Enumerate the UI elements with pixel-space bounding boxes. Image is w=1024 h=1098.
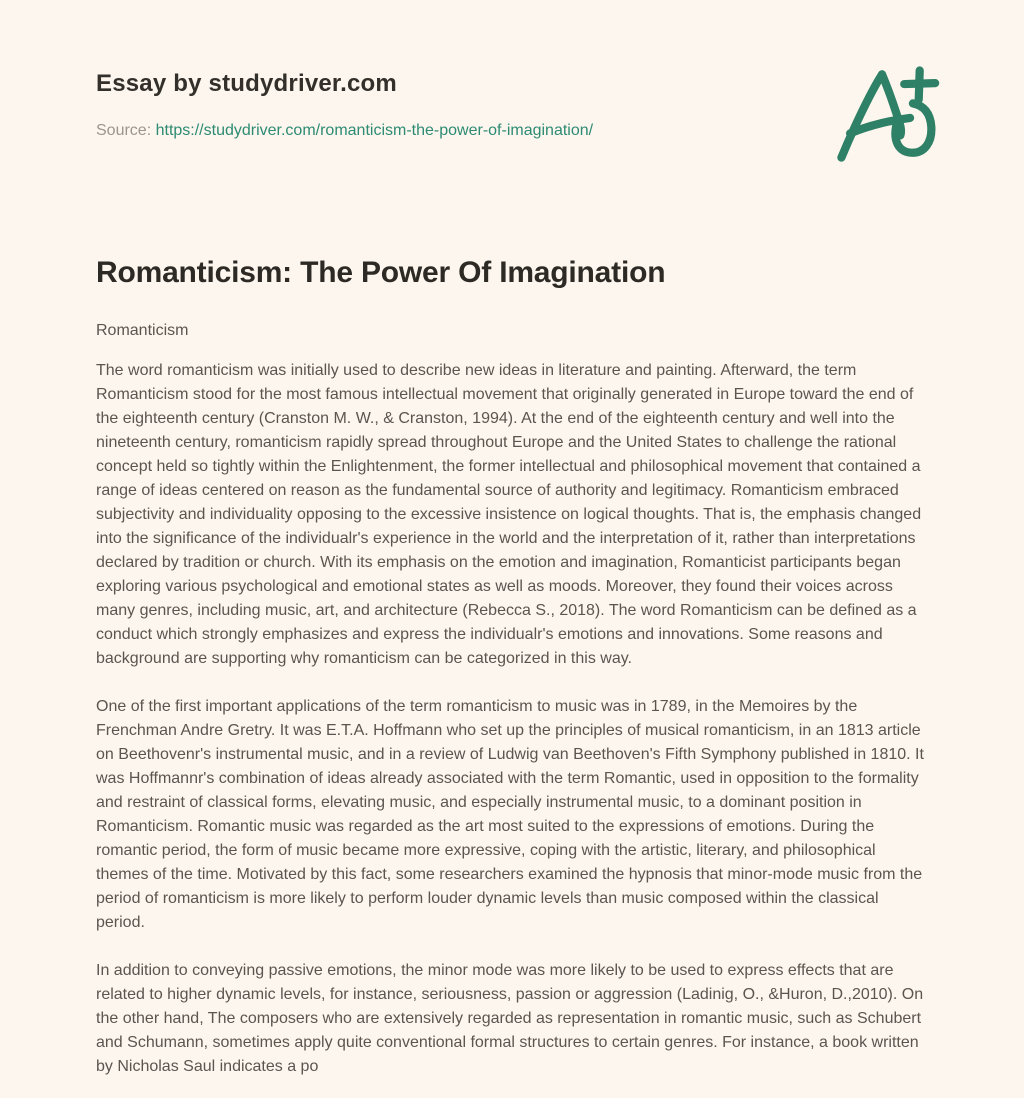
article-title: Romanticism: The Power Of Imagination — [96, 256, 666, 289]
essay-paragraph-1: The word romanticism was initially used to describe new ideas in literature and painting. Afterward, the term Romanticism stood for the most famous intellectual movement that originally generated in Europe toward the end of the eighteenth century (Cranston M. W., & Cranston, 1994). At the end of the eighteenth century and well into the nineteenth century, romanticism rapidly spread throughout Europe and the United States to challenge the rational concept held so tightly within the Enlightenment, the former intellectual and philosophical movement that contained a range of ideas centered on reason as the fundamental source of authority and legitimacy. Romanticism embraced subjectivity and individuality opposing to the excessive insistence on logical thoughts. That is, the emphasis changed into the significance of the individualr's experience in the world and the interpretation of it, rather than interpretations declared by tradition or church. With its emphasis on the emotion and imagination, Romanticist participants began exploring various psychological and emotional states as well as moods. Moreover, they found their voices across many genres, including music, art, and architecture (Rebecca S., 2018). The word Romanticism can be defined as a conduct which strongly emphasizes and express the individualr's emotions and innovations. Some reasons and background are supporting why romanticism can be categorized in this way. — [96, 362, 922, 667]
byline: Essay by studydriver.com — [96, 70, 397, 97]
article-subheading: Romanticism — [96, 322, 189, 339]
essay-paragraph-3: In addition to conveying passive emotions, the minor mode was more likely to be used to express effects that are related to higher dynamic levels, for instance, seriousness, passion or aggression (Ladinig, O., &Huron, D.,2010). On the other hand, The composers who are extensively regarded as representation in romantic music, such as Schubert and Schumann, sometimes apply quite conventional formal structures to certain genres. For instance, a book written by Nicholas Saul indicates a po — [96, 962, 924, 1075]
source-label: Source: — [96, 121, 152, 139]
source-link[interactable]: https://studydriver.com/romanticism-the-power-of-imagination/ — [155, 121, 594, 139]
studydriver-a-plus-logo-icon — [824, 62, 940, 173]
essay-article — [96, 255, 928, 1079]
page-header — [96, 70, 928, 173]
header-text-block — [96, 70, 593, 142]
source-line — [96, 120, 593, 142]
essay-paragraph-2: One of the first important applications of the term romanticism to music was in 1789, in the Memoires by the Frenchman Andre Gretry. It was E.T.A. Hoffmann who set up the principles of musical romanticism, in an 1813 article on Beethovenr's instrumental music, and in a review of Ludwig van Beethoven's Fifth Symphony published in 1810. It was Hoffmannr's combination of ideas already associated with the term Romantic, used in opposition to the formality and restraint of classical forms, elevating music, and especially instrumental music, to a dominant position in Romanticism. Romantic music was regarded as the art most suited to the expressions of emotions. During the romantic period, the form of music became more expressive, coping with the artistic, literary, and philosophical themes of the time. Motivated by this fact, some researchers examined the hypnosis that minor-mode music from the period of romanticism is more likely to perform louder dynamic levels than music composed within the classical period. — [96, 698, 924, 931]
